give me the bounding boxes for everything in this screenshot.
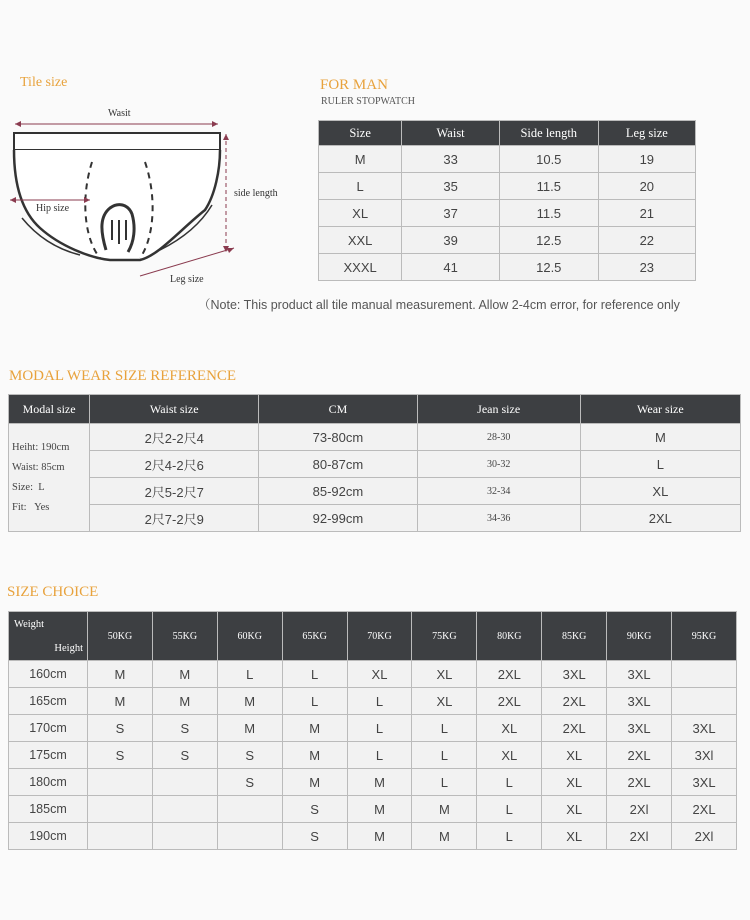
size-cell: 2XL	[477, 688, 542, 715]
table-cell: M	[319, 146, 402, 173]
size-cell: L	[347, 688, 412, 715]
table-cell: 10.5	[499, 146, 598, 173]
size-choice-table	[8, 611, 737, 850]
weight-header: 90KG	[607, 612, 672, 661]
hip-label: Hip size	[36, 203, 70, 214]
size-cell: M	[412, 823, 477, 850]
model-size: Size: L	[12, 481, 45, 493]
table-cell: 2XL	[580, 505, 740, 532]
diagram-title: Tile size	[20, 75, 68, 90]
table-cell: XXL	[319, 227, 402, 254]
modal-table	[8, 394, 741, 532]
table-row	[9, 451, 741, 478]
table-cell: 23	[598, 254, 695, 281]
size-cell	[88, 823, 153, 850]
size-cell: L	[412, 715, 477, 742]
height-cell: 165cm	[9, 688, 88, 715]
size-cell: XL	[542, 796, 607, 823]
size-cell: 3XL	[672, 769, 737, 796]
size-cell: 2XL	[542, 715, 607, 742]
size-cell: 3Xl	[672, 742, 737, 769]
column-header: Wear size	[580, 395, 740, 424]
size-cell	[152, 796, 217, 823]
height-cell: 185cm	[9, 796, 88, 823]
modal-title: MODAL WEAR SIZE REFERENCE	[9, 368, 237, 384]
size-cell: M	[282, 742, 347, 769]
column-header: Waist size	[90, 395, 259, 424]
table-cell: 12.5	[499, 227, 598, 254]
table-cell: 32-34	[417, 478, 580, 505]
weight-label: Weight	[14, 619, 45, 630]
size-cell: S	[152, 742, 217, 769]
model-fit: Fit: Yes	[12, 501, 50, 513]
table-cell: 12.5	[499, 254, 598, 281]
size-cell: XL	[347, 661, 412, 688]
for-man-title: FOR MAN	[320, 77, 388, 93]
size-cell: XL	[412, 688, 477, 715]
table-cell: 80-87cm	[259, 451, 417, 478]
size-cell: M	[217, 688, 282, 715]
table-cell: 11.5	[499, 200, 598, 227]
table-cell: 28-30	[417, 424, 580, 451]
size-cell: L	[477, 823, 542, 850]
height-cell: 175cm	[9, 742, 88, 769]
briefs-diagram	[0, 100, 300, 300]
column-header: Size	[319, 121, 402, 146]
size-cell: S	[152, 715, 217, 742]
table-row	[9, 796, 737, 823]
size-cell: L	[217, 661, 282, 688]
size-cell: XL	[542, 742, 607, 769]
size-cell: M	[152, 661, 217, 688]
size-cell: 3XL	[542, 661, 607, 688]
weight-header: 60KG	[217, 612, 282, 661]
table-cell: XXXL	[319, 254, 402, 281]
size-cell	[672, 688, 737, 715]
size-cell: M	[282, 715, 347, 742]
size-cell: S	[88, 715, 153, 742]
size-cell: M	[347, 769, 412, 796]
column-header: CM	[259, 395, 417, 424]
size-cell	[217, 823, 282, 850]
table-row	[9, 688, 737, 715]
table-row	[9, 715, 737, 742]
size-cell: M	[88, 688, 153, 715]
height-cell: 160cm	[9, 661, 88, 688]
table-cell: 92-99cm	[259, 505, 417, 532]
size-cell	[88, 769, 153, 796]
size-cell: 2XL	[607, 769, 672, 796]
size-cell: 3XL	[607, 661, 672, 688]
table-row	[9, 661, 737, 688]
size-cell: L	[282, 661, 347, 688]
table-cell: 20	[598, 173, 695, 200]
table-row	[319, 227, 696, 254]
table-cell: 37	[402, 200, 500, 227]
table-cell: 2尺4-2尺6	[90, 451, 259, 478]
size-cell: M	[88, 661, 153, 688]
height-cell: 190cm	[9, 823, 88, 850]
size-cell: L	[412, 742, 477, 769]
column-header: Waist	[402, 121, 500, 146]
height-cell: 170cm	[9, 715, 88, 742]
table-row	[9, 478, 741, 505]
size-cell	[672, 661, 737, 688]
column-header: Leg size	[598, 121, 695, 146]
size-cell: 3XL	[672, 715, 737, 742]
table-cell: 22	[598, 227, 695, 254]
table-cell: 33	[402, 146, 500, 173]
size-cell: XL	[542, 769, 607, 796]
height-label: Height	[54, 643, 83, 654]
weight-header: 95KG	[672, 612, 737, 661]
table-row	[9, 823, 737, 850]
weight-header: 70KG	[347, 612, 412, 661]
measurement-note: （Note: This product all tile manual measurement. Allow 2-4cm error, for reference only	[198, 298, 680, 312]
size-cell: S	[217, 742, 282, 769]
table-cell: XL	[580, 478, 740, 505]
size-cell: L	[347, 715, 412, 742]
table-cell: 2尺7-2尺9	[90, 505, 259, 532]
weight-height-corner	[9, 612, 88, 661]
size-cell: M	[347, 796, 412, 823]
table-cell: L	[319, 173, 402, 200]
weight-header: 75KG	[412, 612, 477, 661]
table-row	[9, 769, 737, 796]
size-cell: XL	[477, 715, 542, 742]
table-row	[9, 505, 741, 532]
waist-label: Wasit	[108, 108, 131, 119]
table-cell: 41	[402, 254, 500, 281]
table-cell: 85-92cm	[259, 478, 417, 505]
weight-header: 50KG	[88, 612, 153, 661]
size-cell: S	[282, 823, 347, 850]
table-cell: 34-36	[417, 505, 580, 532]
column-header: Modal size	[9, 395, 90, 424]
table-cell: 21	[598, 200, 695, 227]
table-cell: 19	[598, 146, 695, 173]
table-row	[319, 146, 696, 173]
table-cell: 30-32	[417, 451, 580, 478]
column-header: Jean size	[417, 395, 580, 424]
size-cell: 2XL	[542, 688, 607, 715]
model-waist: Waist: 85cm	[12, 461, 65, 473]
size-cell: M	[412, 796, 477, 823]
size-cell: L	[412, 769, 477, 796]
size-cell: 2XL	[477, 661, 542, 688]
weight-header: 65KG	[282, 612, 347, 661]
size-cell: 2XL	[672, 796, 737, 823]
size-cell: 2XL	[607, 742, 672, 769]
size-cell: M	[347, 823, 412, 850]
for-man-subtitle: RULER STOPWATCH	[321, 96, 415, 107]
side-length-label: side length	[234, 188, 278, 199]
table-cell: XL	[319, 200, 402, 227]
size-cell: 2Xl	[672, 823, 737, 850]
size-cell	[217, 796, 282, 823]
table-cell: M	[580, 424, 740, 451]
table-row	[9, 742, 737, 769]
size-cell: 2Xl	[607, 796, 672, 823]
table-header-row	[319, 121, 696, 146]
size-cell: S	[217, 769, 282, 796]
table-header-row	[9, 612, 737, 661]
size-cell: S	[88, 742, 153, 769]
size-cell: XL	[412, 661, 477, 688]
size-choice-title: SIZE CHOICE	[7, 584, 99, 600]
size-cell	[152, 769, 217, 796]
table-cell: 35	[402, 173, 500, 200]
size-cell: L	[282, 688, 347, 715]
model-height: Heiht: 190cm	[12, 441, 70, 453]
size-cell: S	[282, 796, 347, 823]
table-row	[319, 200, 696, 227]
weight-header: 55KG	[152, 612, 217, 661]
table-cell: 2尺2-2尺4	[90, 424, 259, 451]
size-cell: L	[477, 796, 542, 823]
for-man-table	[318, 120, 696, 281]
size-cell: M	[152, 688, 217, 715]
size-cell	[152, 823, 217, 850]
table-cell: 11.5	[499, 173, 598, 200]
table-cell: L	[580, 451, 740, 478]
table-row	[319, 173, 696, 200]
table-row	[319, 254, 696, 281]
size-cell: M	[282, 769, 347, 796]
size-cell: XL	[477, 742, 542, 769]
size-cell: L	[347, 742, 412, 769]
size-cell	[88, 796, 153, 823]
table-cell: 73-80cm	[259, 424, 417, 451]
table-cell: 39	[402, 227, 500, 254]
weight-header: 80KG	[477, 612, 542, 661]
size-cell: L	[477, 769, 542, 796]
size-cell: 3XL	[607, 715, 672, 742]
size-cell: 3XL	[607, 688, 672, 715]
size-cell: XL	[542, 823, 607, 850]
table-cell: 2尺5-2尺7	[90, 478, 259, 505]
size-cell: 2Xl	[607, 823, 672, 850]
model-info-cell	[9, 424, 90, 532]
leg-label: Leg size	[170, 274, 204, 285]
column-header: Side length	[499, 121, 598, 146]
table-header-row	[9, 395, 741, 424]
weight-header: 85KG	[542, 612, 607, 661]
size-cell: M	[217, 715, 282, 742]
height-cell: 180cm	[9, 769, 88, 796]
table-row	[9, 424, 741, 451]
